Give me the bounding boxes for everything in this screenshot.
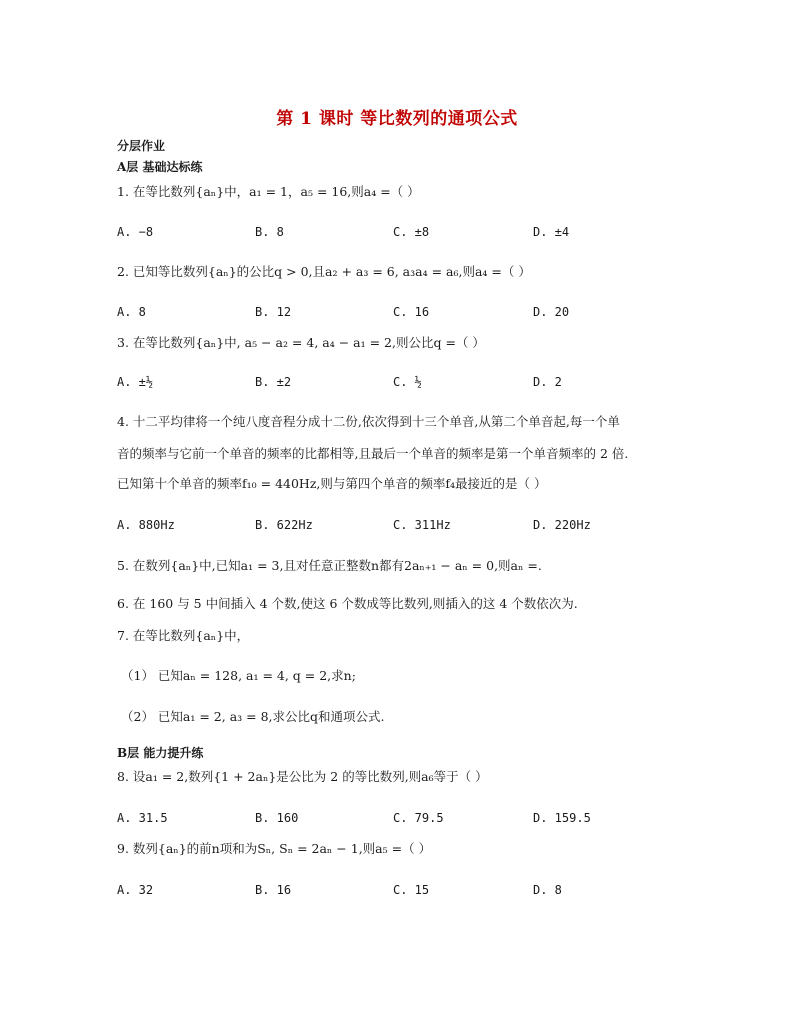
question-4-line-1: 4. 十二平均律将一个纯八度音程分成十二份,依次得到十三个单音,从第二个单音起,每一个单 (117, 414, 620, 429)
q8-option-c: C. 79.5 (393, 811, 444, 825)
q1-option-d: D. ±4 (533, 225, 570, 239)
q8-option-b: B. 160 (255, 811, 299, 825)
q9-option-d: D. 8 (533, 883, 562, 897)
q3-option-b: B. ±2 (255, 375, 292, 389)
question-4-line-2: 音的频率与它前一个单音的频率的比都相等,且最后一个单音的频率是第一个单音频率的 2 倍. (117, 446, 629, 461)
question-1: 1. 在等比数列{aₙ}中，a₁ = 1，a₅ = 16,则a₄ =（ ） (117, 184, 420, 199)
q3-option-a: A. ±½ (117, 375, 154, 389)
q9-option-b: B. 16 (255, 883, 292, 897)
question-3: 3. 在等比数列{aₙ}中, a₅ − a₂ = 4, a₄ − a₁ = 2,则公比q =（ ） (117, 335, 485, 350)
q4-option-a: A. 880Hz (117, 518, 175, 532)
section-heading: 分层作业 (117, 139, 166, 153)
q3-option-d: D. 2 (533, 375, 562, 389)
level-b-heading: B层 能力提升练 (117, 746, 204, 760)
level-a-heading: A层 基础达标练 (117, 160, 203, 174)
q4-option-b: B. 622Hz (255, 518, 313, 532)
q2-option-c: C. 16 (393, 305, 430, 319)
question-7-part-1: （1） 已知aₙ = 128, a₁ = 4, q = 2,求n; (121, 668, 356, 683)
q9-option-a: A. 32 (117, 883, 154, 897)
q1-option-c: C. ±8 (393, 225, 430, 239)
question-6: 6. 在 160 与 5 中间插入 4 个数,使这 6 个数成等比数列,则插入的这 4 个数依次为. (117, 596, 578, 611)
q2-option-a: A. 8 (117, 305, 146, 319)
q9-option-c: C. 15 (393, 883, 430, 897)
question-7-part-2: （2） 已知a₁ = 2, a₃ = 8,求公比q和通项公式. (121, 709, 385, 724)
question-2: 2. 已知等比数列{aₙ}的公比q > 0,且a₂ + a₃ = 6, a₃a₄ = a₆,则a₄ =（ ） (117, 264, 531, 279)
page-title: 第 1 课时 等比数列的通项公式 (276, 109, 518, 129)
question-4-line-3: 已知第十个单音的频率f₁₀ = 440Hz,则与第四个单音的频率f₄最接近的是（ ） (117, 476, 547, 491)
q8-option-d: D. 159.5 (533, 811, 591, 825)
q2-option-d: D. 20 (533, 305, 570, 319)
question-7: 7. 在等比数列{aₙ}中， (117, 628, 250, 643)
q1-option-a: A. −8 (117, 225, 154, 239)
question-5: 5. 在数列{aₙ}中,已知a₁ = 3,且对任意正整数n都有2aₙ₊₁ − aₙ = 0,则aₙ =. (117, 558, 542, 573)
q4-option-d: D. 220Hz (533, 518, 591, 532)
question-9: 9. 数列{aₙ}的前n项和为Sₙ, Sₙ = 2aₙ − 1,则a₅ =（ ） (117, 841, 432, 856)
q8-option-a: A. 31.5 (117, 811, 168, 825)
q1-option-b: B. 8 (255, 225, 284, 239)
question-8: 8. 设a₁ = 2,数列{1 + 2aₙ}是公比为 2 的等比数列,则a₆等于（ ） (117, 769, 488, 784)
q2-option-b: B. 12 (255, 305, 292, 319)
q3-option-c: C. ½ (393, 375, 422, 389)
q4-option-c: C. 311Hz (393, 518, 451, 532)
